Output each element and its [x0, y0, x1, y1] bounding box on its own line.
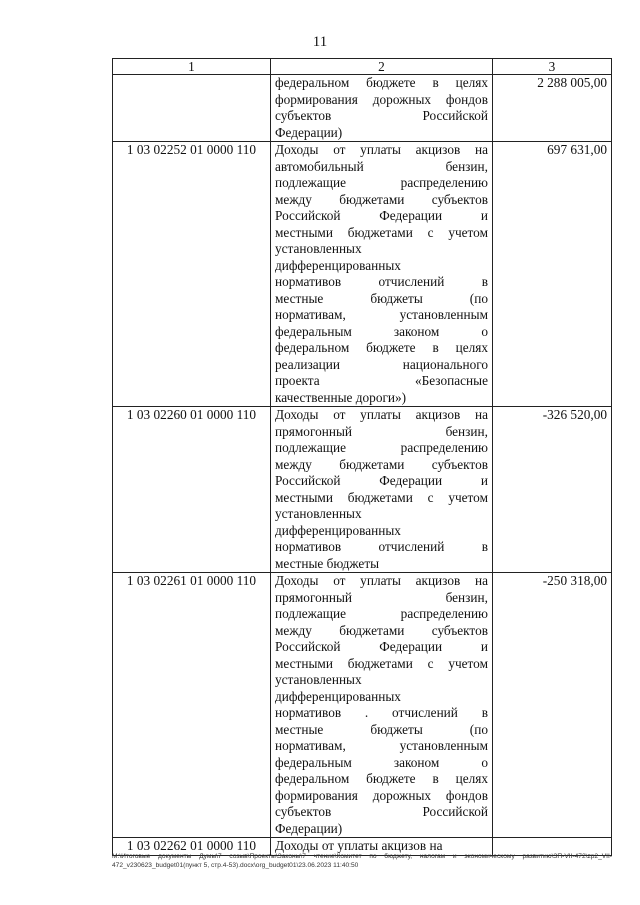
- description-line: местными бюджетами с учетом: [275, 224, 488, 240]
- description-line: формирования дорожных фондов: [275, 91, 488, 107]
- description-line: федеральным законом о: [275, 323, 488, 339]
- table-row: [113, 142, 612, 407]
- description-line: автомобильный бензин,: [275, 158, 488, 174]
- description-line: установленных: [275, 672, 362, 687]
- column-header-2: 2: [271, 59, 493, 75]
- description-line: между бюджетами субъектов: [275, 622, 488, 638]
- description-line: местные бюджеты (по: [275, 721, 488, 737]
- description-line: местные бюджеты: [275, 555, 380, 571]
- page-number: 11: [312, 34, 328, 50]
- table-row: [113, 75, 612, 142]
- description-line: нормативам, установленным: [275, 738, 488, 753]
- description-cell: [271, 573, 493, 838]
- description-line: установленных: [275, 241, 362, 256]
- description-line: дифференцированных: [275, 257, 401, 273]
- description-line: установленных: [275, 506, 362, 521]
- amount-cell: 697 631,00: [493, 142, 612, 407]
- description-line: Российской Федерации и: [275, 639, 488, 654]
- budget-code-cell: 1 03 02261 01 0000 110: [113, 573, 271, 838]
- description-line: местными бюджетами с учетом: [275, 655, 488, 671]
- description-line: нормативов отчислений в: [275, 539, 488, 554]
- description-line: подлежащие распределению: [275, 606, 488, 621]
- description-line: прямогонный бензин,: [275, 589, 488, 605]
- description-line: федеральным законом о: [275, 754, 488, 770]
- description-line: подлежащие распределению: [275, 440, 488, 455]
- budget-table: [112, 58, 612, 856]
- description-line: Доходы от уплаты акцизов на: [275, 573, 488, 588]
- description-line: федеральном бюджете в целях: [275, 340, 488, 355]
- description-line: субъектов Российской: [275, 804, 488, 819]
- description-line: Доходы от уплаты акцизов на: [275, 407, 488, 422]
- description-cell: [271, 75, 493, 142]
- description-cell: [271, 142, 493, 407]
- description-line: нормативов отчислений в: [275, 274, 488, 289]
- description-line: качественные дороги»): [275, 389, 407, 405]
- description-line: прямогонный бензин,: [275, 423, 488, 439]
- column-header-3: 3: [493, 59, 612, 75]
- budget-code-cell: 1 03 02262 01 0000 110: [113, 838, 271, 856]
- budget-code-cell: 1 03 02252 01 0000 110: [113, 142, 271, 407]
- amount-cell: -326 520,00: [493, 407, 612, 573]
- description-line: федеральном бюджете в целях: [275, 75, 488, 90]
- description-line: Российской Федерации и: [275, 208, 488, 223]
- description-line: проекта «Безопасные: [275, 373, 488, 388]
- description-line: формирования дорожных фондов: [275, 787, 488, 803]
- description-line: Доходы от уплаты акцизов на: [275, 838, 443, 853]
- description-cell: [271, 407, 493, 573]
- description-line: нормативам, установленным: [275, 307, 488, 322]
- description-line: местные бюджеты (по: [275, 290, 488, 306]
- table-row: [113, 573, 612, 838]
- description-line: реализации национального: [275, 356, 488, 372]
- amount-cell: 2 288 005,00: [493, 75, 612, 142]
- description-line: дифференцированных: [275, 688, 401, 704]
- table-header-row: [113, 59, 612, 75]
- description-line: субъектов Российской: [275, 108, 488, 123]
- description-line: местными бюджетами с учетом: [275, 489, 488, 505]
- description-line: дифференцированных: [275, 522, 401, 538]
- amount-cell: -250 318,00: [493, 573, 612, 838]
- description-line: между бюджетами субъектов: [275, 191, 488, 207]
- description-line: Федерации): [275, 124, 343, 140]
- description-line: Федерации): [275, 820, 343, 836]
- column-header-1: 1: [113, 59, 271, 75]
- description-line: федеральном бюджете в целях: [275, 771, 488, 786]
- description-line: между бюджетами субъектов: [275, 456, 488, 472]
- description-line: Доходы от уплаты акцизов на: [275, 142, 488, 157]
- description-line: подлежащие распределению: [275, 175, 488, 190]
- description-line: нормативов . отчислений в: [275, 705, 488, 720]
- budget-code-cell: [113, 75, 271, 142]
- table-row: [113, 407, 612, 573]
- file-path-footer: M:\Итоговые документы Думы\7 созыв\Проекты\Законы\7 чтение\Комитет по бюджету, налогам и экономическому развитию\ЗП-VII-472\zp2_VII-472_v230623_budget01(пункт 5, стр.4-53).docx\org_budget01\23.06.2023 11:40:50: [112, 853, 612, 869]
- budget-code-cell: 1 03 02260 01 0000 110: [113, 407, 271, 573]
- description-line: Российской Федерации и: [275, 473, 488, 488]
